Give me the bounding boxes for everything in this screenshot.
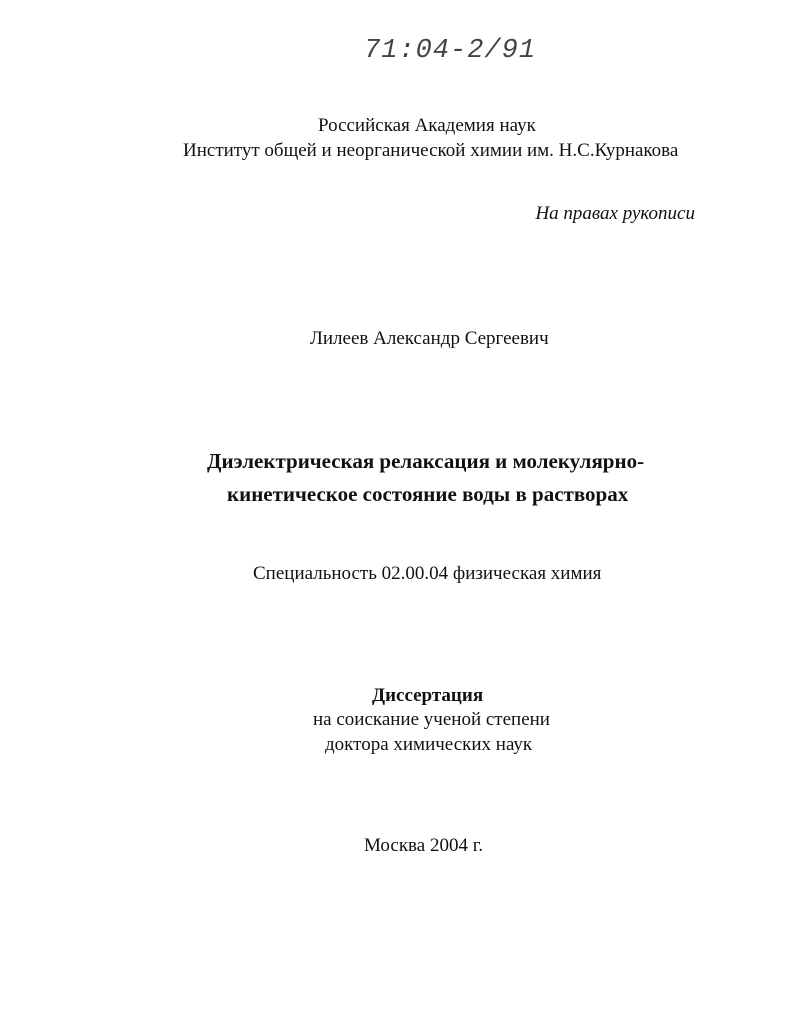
stamp-code: 71:04-2/91 [364, 36, 537, 66]
organization-line2: Институт общей и неорганической химии им. Н.С.Курнакова [183, 140, 679, 161]
title-line2: кинетическое состояние воды в растворах [227, 482, 629, 506]
dissertation-line2: доктора химических наук [325, 734, 533, 755]
title-line1: Диэлектрическая релаксация и молекулярно- [207, 449, 645, 473]
place-year: Москва 2004 г. [364, 835, 484, 856]
dissertation-heading: Диссертация [372, 685, 484, 706]
dissertation-line1: на соискание ученой степени [313, 709, 550, 730]
organization-line1: Российская Академия наук [318, 115, 536, 136]
specialty: Специальность 02.00.04 физическая химия [253, 563, 602, 584]
author-name: Лилеев Александр Сергеевич [310, 328, 549, 349]
manuscript-note: На правах рукописи [535, 203, 695, 224]
